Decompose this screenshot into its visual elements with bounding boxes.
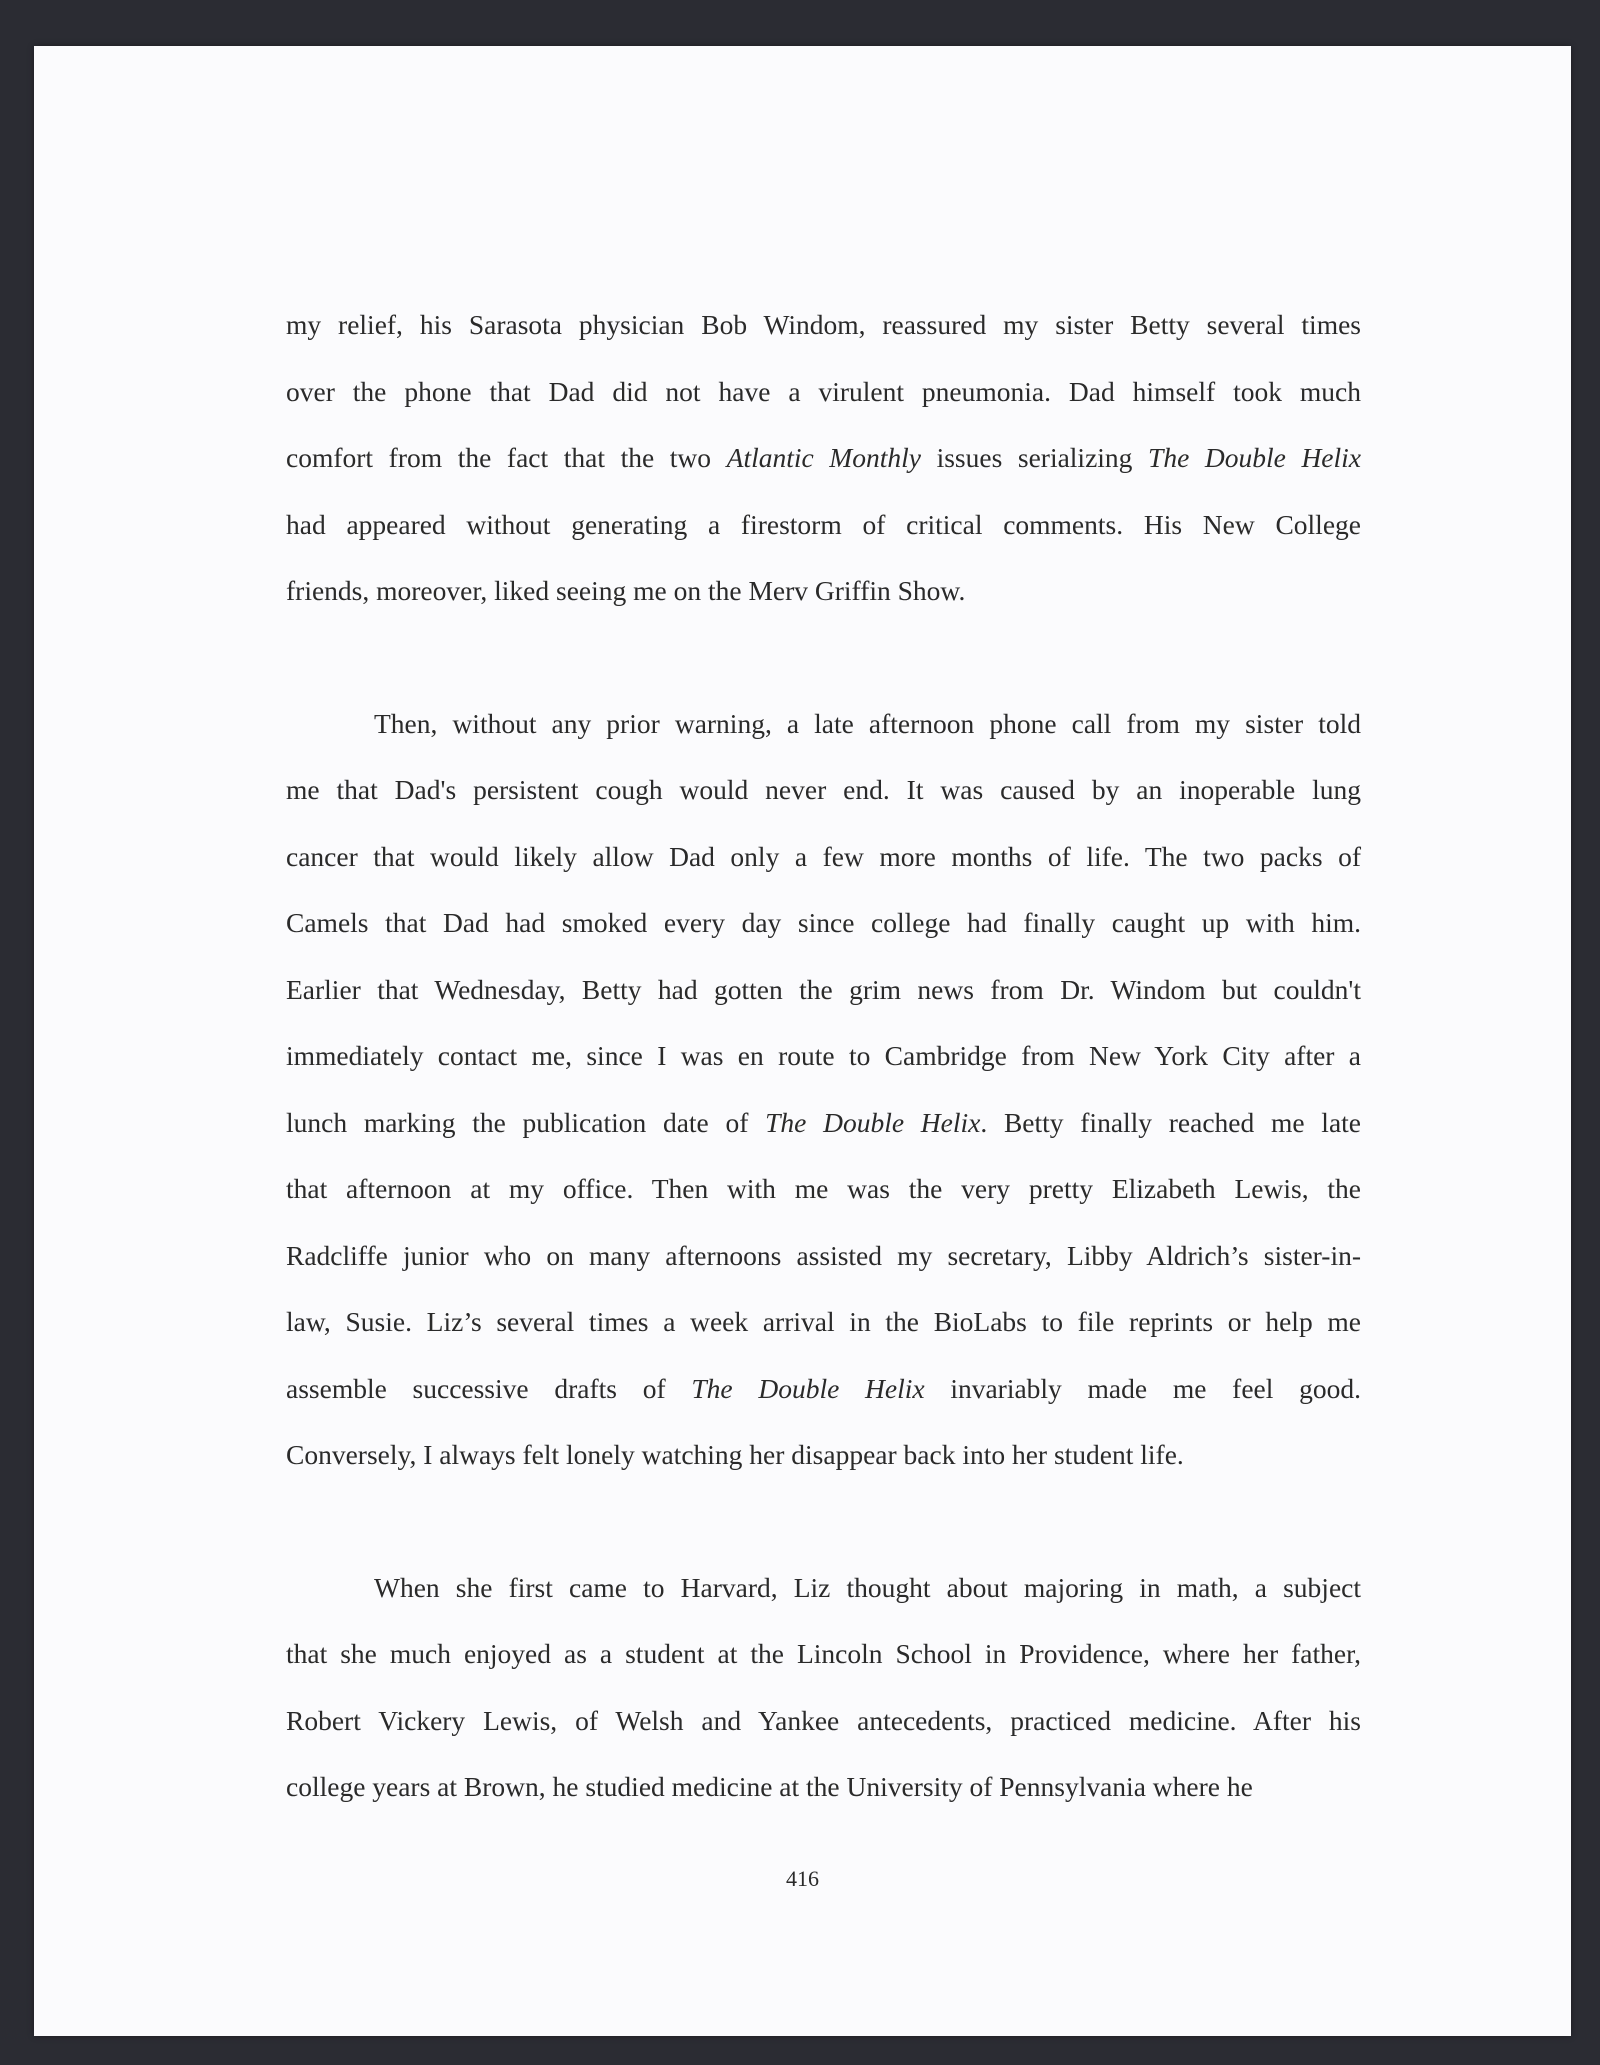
text-run: friends, moreover, liked seeing me on the Merv Griffin Show. [286, 575, 966, 606]
italic-title: The Double Helix [1148, 442, 1361, 473]
text-run: immediately contact me, since I was en route to Cambridge from New York City after a [286, 1040, 1361, 1071]
text-run: Radcliffe junior who on many afternoons assisted my secretary, Libby Aldrich’s sister-in- [286, 1239, 1361, 1271]
text-run: that afternoon at my office. Then with me was the very pretty Elizabeth Lewis, the [286, 1173, 1361, 1204]
text-line [286, 1156, 1361, 1223]
text-line [286, 757, 1361, 824]
text-line [286, 1688, 1361, 1755]
text-line [286, 292, 1361, 359]
text-line [286, 957, 1361, 1024]
text-run: assemble successive drafts of [286, 1372, 692, 1404]
text-line [286, 1289, 1361, 1356]
text-line [286, 1090, 1361, 1157]
text-run: that she much enjoyed as a student at the Lincoln School in Providence, where her father, [286, 1638, 1361, 1669]
text-run: had appeared without generating a firestorm of critical comments. His New College [286, 508, 1361, 540]
text-line [286, 824, 1361, 891]
text-run: Camels that Dad had smoked every day since college had finally caught up with him. [286, 907, 1361, 938]
text-line [286, 558, 1361, 625]
text-line [286, 1422, 1361, 1489]
paragraph [286, 691, 1361, 1489]
text-line [286, 359, 1361, 426]
paragraph-gap [286, 1489, 1361, 1555]
text-line [286, 1223, 1361, 1290]
text-run: law, Susie. Liz’s several times a week arrival in the BioLabs to file reprints or help me [286, 1306, 1361, 1337]
text-line [286, 425, 1361, 492]
page-number: 416 [786, 1866, 819, 1891]
text-line [286, 1754, 1361, 1821]
text-line [286, 1621, 1361, 1688]
text-line [286, 691, 1361, 758]
text-run: my relief, his Sarasota physician Bob Windom, reassured my sister Betty several times [286, 309, 1361, 340]
text-line [286, 1356, 1361, 1423]
text-run: Robert Vickery Lewis, of Welsh and Yankee antecedents, practiced medicine. After his [286, 1704, 1361, 1736]
italic-title: Atlantic Monthly [726, 442, 921, 473]
text-run: issues serializing [920, 442, 1149, 473]
text-line [286, 890, 1361, 957]
text-line [286, 1555, 1361, 1622]
paragraph-gap [286, 625, 1361, 691]
text-run: Earlier that Wednesday, Betty had gotten the grim news from Dr. Windom but couldn't [286, 973, 1361, 1005]
text-run: invariably made me feel good. [924, 1372, 1361, 1404]
text-run: Conversely, I always felt lonely watching her disappear back into her student life. [286, 1439, 1184, 1470]
page-body-text [286, 292, 1361, 1821]
paragraph [286, 292, 1361, 625]
italic-title: The Double Helix [765, 1106, 981, 1138]
text-run: . Betty finally reached me late [980, 1106, 1361, 1138]
text-run: me that Dad's persistent cough would never end. It was caused by an inoperable lung [286, 774, 1361, 805]
italic-title: The Double Helix [691, 1372, 925, 1404]
text-line [286, 492, 1361, 559]
text-run: When she first came to Harvard, Liz thought about majoring in math, a subject [374, 1571, 1361, 1603]
text-run: college years at Brown, he studied medicine at the University of Pennsylvania where he [286, 1771, 1253, 1802]
text-run: Then, without any prior warning, a late afternoon phone call from my sister told [374, 707, 1361, 739]
manuscript-page [34, 46, 1571, 2036]
text-run: comfort from the fact that the two [286, 442, 727, 473]
text-run: over the phone that Dad did not have a virulent pneumonia. Dad himself took much [286, 375, 1361, 407]
text-line [286, 1023, 1361, 1090]
text-run: cancer that would likely allow Dad only a few more months of life. The two packs of [286, 840, 1361, 872]
text-run: lunch marking the publication date of [286, 1106, 766, 1138]
paragraph [286, 1555, 1361, 1821]
